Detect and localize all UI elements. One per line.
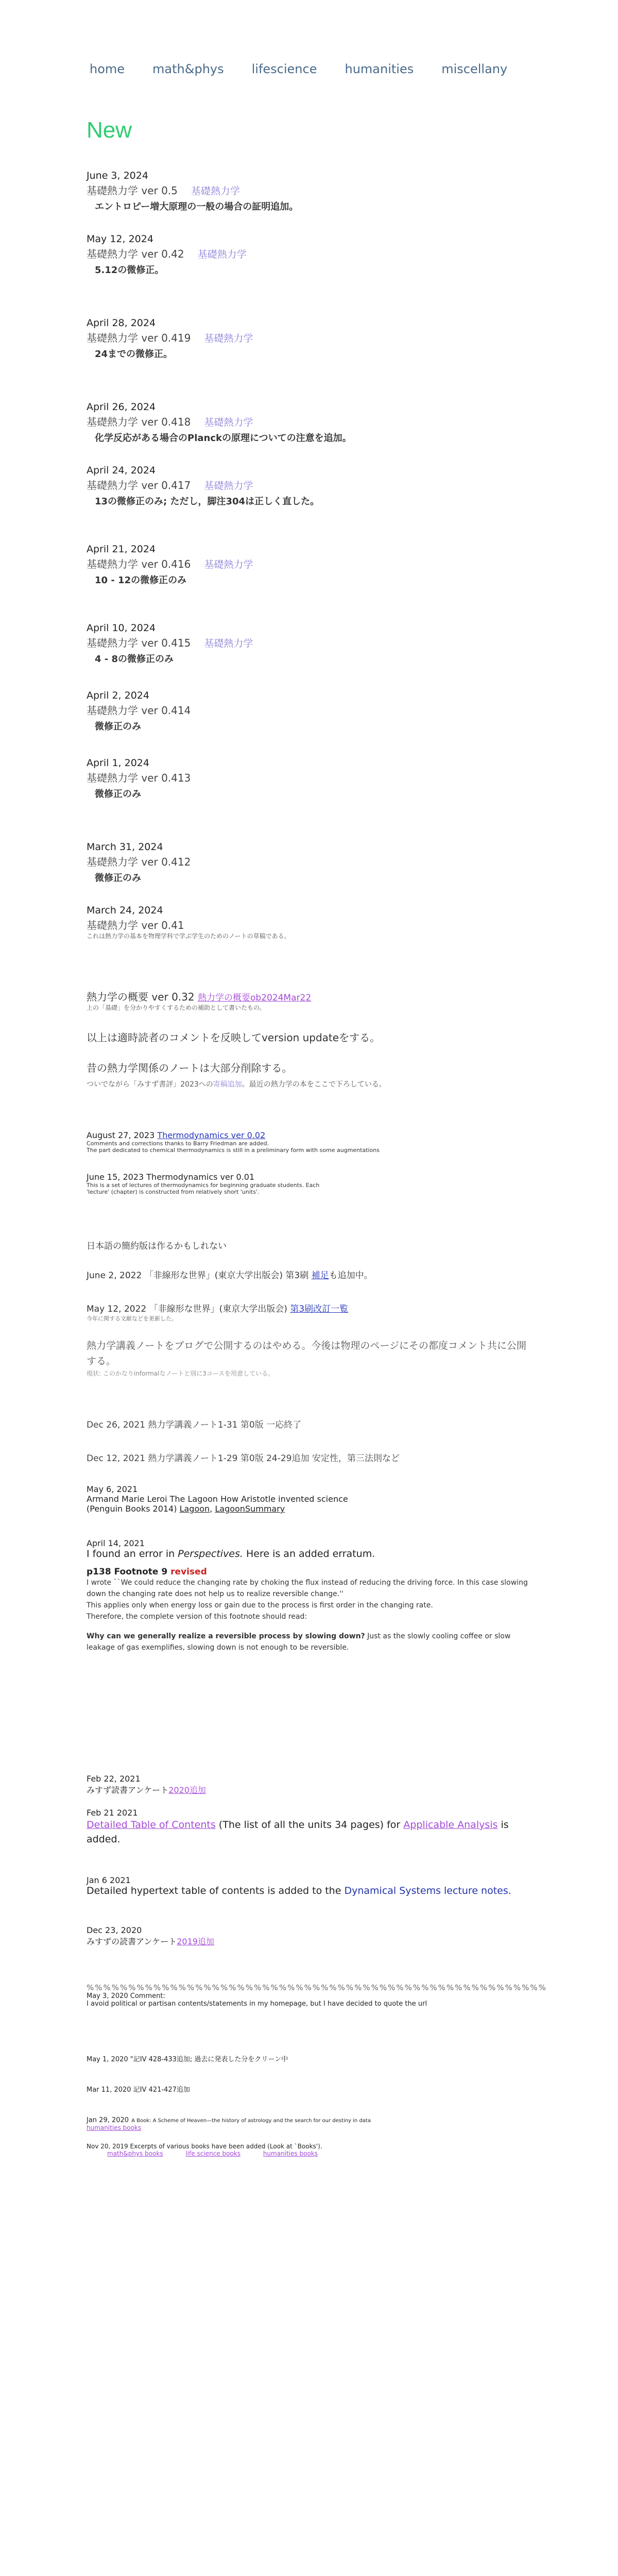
entry-text: これは熱力学の基本を物理学科で学ぶ学生のためのノートの草稿である。 — [87, 933, 290, 940]
entry-text: I avoid political or partisan contents/statements in my homepage, but I have decided to quote the url — [87, 2000, 427, 2008]
divider: %%%%%%%%%%%%%%%%%%%%%%%%%%%%%%%%%%%%%%%%%%%%%%%%%%%%%%% — [87, 1983, 547, 1992]
entry-tail: も追加中。 — [329, 1270, 373, 1281]
entry-feb2021 — [87, 1774, 529, 1795]
entry-date: Feb 22, 2021 — [87, 1774, 141, 1784]
entry-date: Nov 20, 2019 — [87, 2143, 128, 2150]
entry — [87, 757, 529, 800]
entry-may1: May 1, 2020 "記IV 428-433追加; 過去に発表した分をクリーン中 — [87, 2056, 288, 2063]
entry-date: Dec 23, 2020 — [87, 1925, 142, 1935]
entry-note: 4 - 8の微修正のみ — [95, 654, 174, 665]
entry — [87, 465, 529, 507]
hosoku-link[interactable]: 補足 — [311, 1270, 329, 1281]
footnote-text: Therefore, the complete version of this footnote should read: — [87, 1613, 307, 1621]
entry-version: 基礎熱力学 ver 0.42 — [87, 248, 184, 260]
applicable-analysis-link[interactable]: Applicable Analysis — [403, 1819, 498, 1831]
entry-text: A Book: A Scheme of Heaven—the history of astrology and the search for our destiny in data — [131, 2118, 371, 2124]
entry-link[interactable]: 基礎熱力学 — [204, 480, 253, 492]
entry — [87, 841, 529, 884]
entry-version: 基礎熱力学 ver 0.5 — [87, 184, 178, 197]
entry-text: Detailed hypertext table of contents is added to the — [87, 1885, 341, 1896]
entry-text: This is a set of lectures of thermodynamics for beginning graduate students. Each 'lecture' (chapter) is constructed from relatively short 'units'. — [87, 1182, 320, 1195]
misuzu-link[interactable]: 寄稿追加 — [213, 1080, 242, 1089]
entry-link[interactable]: 基礎熱力学 — [197, 249, 247, 260]
entry-nov2019 — [87, 2143, 529, 2157]
entry-date: April 1, 2024 — [87, 757, 149, 769]
entry-may2022 — [87, 1301, 529, 1323]
toc-link[interactable]: Detailed Table of Contents — [87, 1819, 216, 1831]
entry-mar2020: Mar 11, 2020 記IV 421-427追加 — [87, 2086, 190, 2094]
lagoon-link[interactable]: Lagoon — [179, 1504, 210, 1514]
entry-jun2022 — [87, 1268, 529, 1281]
entry-note: 13の微修正のみ; ただし，脚注304は正しく直した。 — [95, 496, 320, 507]
entry-text: Armand Marie Leroi The Lagoon How Aristotle invented science (Penguin Books 2014) — [87, 1494, 348, 1514]
entry-title: Thermodynamics ver 0.01 — [146, 1172, 255, 1182]
thermo-link[interactable]: Thermodynamics ver 0.02 — [157, 1130, 266, 1140]
entry-apr2021 — [87, 1538, 529, 1560]
footnote-bold: Why can we generally realize a reversible process by slowing down? — [87, 1632, 365, 1640]
entry-link[interactable]: 基礎熱力学 — [204, 559, 253, 570]
nav-mathphys[interactable]: math&phys — [152, 62, 224, 76]
entry-link[interactable]: 基礎熱力学 — [191, 185, 240, 197]
entry-version: 基礎熱力学 ver 0.419 — [87, 332, 191, 344]
entry-note: 化学反応がある場合のPlanckの原理についての注意を追加。 — [95, 433, 352, 444]
entry-version: 基礎熱力学 ver 0.41 — [87, 919, 184, 931]
entry-date: May 6, 2021 — [87, 1484, 138, 1494]
entry-aug2023 — [87, 1130, 529, 1154]
entry-text: I found an error in — [87, 1548, 175, 1560]
entry-version: 基礎熱力学 ver 0.417 — [87, 479, 191, 492]
entry-date: August 27, 2023 — [87, 1130, 155, 1140]
entry-text: (The list of all the units 34 pages) for — [218, 1819, 401, 1831]
entry-date: June 2, 2022 — [87, 1270, 142, 1281]
entry-text: みすず読書アンケート — [87, 1785, 169, 1795]
entry-dec12: Dec 12, 2021 熱力学講義ノート1-29 第0版 24-29追加 安定性，第三法則など — [87, 1453, 400, 1464]
entry — [87, 690, 529, 733]
dynamical-systems-link[interactable]: Dynamical Systems lecture notes. — [344, 1885, 511, 1896]
entry-jan2020 — [87, 2114, 529, 2131]
entry-date: April 2, 2024 — [87, 690, 149, 701]
footnote-text: This applies only when energy loss or gain due to the process is first order in the changing rate. — [87, 1601, 433, 1609]
entry-date: May 12, 2024 — [87, 233, 153, 245]
entry-may2020 — [87, 1992, 529, 2039]
entry-date: June 15, 2023 — [87, 1172, 144, 1182]
entry-date: April 21, 2024 — [87, 544, 156, 555]
update-note: 以上は適時読者のコメントを反映してversion updateをする。 — [87, 1031, 381, 1044]
mathphys-books-link[interactable]: math&phys books — [107, 2150, 163, 2157]
entry-link[interactable]: 基礎熱力学 — [204, 638, 253, 649]
entry-blog — [87, 1338, 529, 1393]
entry-march24 — [87, 905, 529, 1089]
entry-date: March 24, 2024 — [87, 905, 163, 916]
entry-date: Feb 21 2021 — [87, 1808, 138, 1818]
delete-note: 昔の熱力学関係のノートは大部分削除する。 — [87, 1062, 293, 1074]
entry-note: 10 - 12の微修正のみ — [95, 575, 187, 586]
entry-version: 基礎熱力学 ver 0.416 — [87, 558, 191, 570]
entry-date: April 14, 2021 — [87, 1538, 145, 1548]
entry-date: Jan 6 2021 — [87, 1875, 131, 1885]
entry — [87, 233, 529, 276]
misuzu-text: ついでながら「みすず書評」2023への — [87, 1080, 213, 1089]
revised-label: revised — [170, 1567, 207, 1577]
humanities-books-link2[interactable]: humanities books — [263, 2150, 318, 2157]
entry-date: Jan 29, 2020 — [87, 2116, 129, 2124]
entry-note: 微修正のみ — [95, 873, 141, 884]
entry-jun2023 — [87, 1172, 529, 1251]
gaiyo-text: 上の「基礎」を分かりやすくするための補助として書いたもの。 — [87, 1004, 266, 1011]
entry-note: エントロピー増大原理の一般の場合の証明追加。 — [95, 201, 299, 212]
entry — [87, 170, 529, 213]
entry-note: 微修正のみ — [95, 721, 141, 732]
entry-version: 基礎熱力学 ver 0.412 — [87, 856, 191, 868]
entry-text: 日本語の簡約版は作るかもしれない — [87, 1241, 227, 1251]
top-nav — [90, 62, 507, 76]
entry — [87, 544, 529, 586]
lagoon-summary-link[interactable]: LagoonSummary — [215, 1504, 285, 1514]
entry-note: 5.12の微修正。 — [95, 265, 164, 276]
kaitei-link[interactable]: 第3刷改訂一覧 — [290, 1304, 349, 1314]
entry-date: April 10, 2024 — [87, 622, 156, 634]
entry-text: The part dedicated to chemical thermodynamics is still in a preliminary form with some augmentations — [87, 1147, 380, 1154]
gaiyo-version: 熱力学の概要 ver 0.32 — [87, 991, 195, 1003]
entry-text: Comments and corrections thanks to Barry Friedman are added. — [87, 1140, 269, 1147]
entry-date: April 26, 2024 — [87, 401, 156, 413]
entry-text: 「非線形な世界」(東京大学出版会) — [149, 1304, 287, 1314]
entry-version: 基礎熱力学 ver 0.415 — [87, 637, 191, 649]
nav-lifescience[interactable]: lifescience — [251, 62, 317, 76]
entry-version: 基礎熱力学 ver 0.414 — [87, 704, 191, 717]
entry-version: 基礎熱力学 ver 0.418 — [87, 416, 191, 428]
entry — [87, 401, 529, 444]
entry-note: 24までの微修正。 — [95, 349, 173, 360]
entry-text: 「非線形な世界」(東京大学出版会) 第3刷 — [144, 1270, 309, 1281]
entry-text: 熱力学講義ノートをブログで公開するのはやめる。今後は物理のページにその都度コメント共に公開する。 — [87, 1340, 527, 1367]
entry-small: 今年に関する文献などを更新した。 — [87, 1315, 177, 1322]
footnote-block — [87, 1567, 529, 1753]
entry-note: 微修正のみ — [95, 789, 141, 800]
gaiyo-link[interactable]: 熱力学の概要ob2024Mar22 — [197, 993, 312, 1003]
nav-miscellany[interactable]: miscellany — [441, 62, 508, 76]
entry-date: May 12, 2022 — [87, 1304, 147, 1314]
humanities-books-link[interactable]: humanities books — [87, 2124, 142, 2131]
entry-feb21 — [87, 1808, 529, 1846]
page-title: New — [87, 117, 132, 143]
entry-dec26: Dec 26, 2021 熱力学講義ノート1-31 第0版 一応終了 — [87, 1420, 302, 1430]
footnote-title: p138 Footnote 9 — [87, 1567, 168, 1577]
nav-home[interactable]: home — [90, 62, 125, 76]
entry-tail: Here is an added erratum. — [246, 1548, 375, 1560]
entry-jan2021 — [87, 1875, 529, 1896]
entry-text: Excerpts of various books have been added (Look at `Books'). — [130, 2143, 322, 2150]
entry — [87, 622, 529, 665]
misuzu-tail: 。最近の熱力学の本をここで下ろしている。 — [242, 1080, 386, 1089]
entry-em: Perspectives. — [178, 1548, 243, 1560]
entry-may2021: May 6, 2021 Armand Marie Leroi The Lagoon How Aristotle invented science (Penguin Books 2014) Lagoon, LagoonSummary — [87, 1484, 529, 1514]
entry-link[interactable]: 基礎熱力学 — [204, 417, 253, 428]
misuzu-2020-link[interactable]: 2020追加 — [168, 1785, 206, 1795]
entry — [87, 317, 529, 360]
entry-link[interactable]: 基礎熱力学 — [204, 333, 253, 344]
entry-tail: is added. — [87, 1819, 509, 1845]
entry-text: みすずの読書アンケート — [87, 1937, 177, 1946]
nav-humanities[interactable]: humanities — [345, 62, 414, 76]
footnote-para: Just as the slowly cooling coffee or slow leakage of gas exemplifies, slowing down is not enough to be reversible. — [87, 1632, 511, 1652]
entry-date: April 24, 2024 — [87, 465, 156, 476]
entry-small: 現状: このかなりinformalなノートと別に3コースを用意している。 — [87, 1370, 274, 1377]
entry-date: June 3, 2024 — [87, 170, 148, 181]
entry-date: March 31, 2024 — [87, 841, 163, 853]
entry-dec2020 — [87, 1925, 529, 1947]
entry-version: 基礎熱力学 ver 0.413 — [87, 772, 191, 784]
news-column — [87, 170, 547, 2157]
entry-date: April 28, 2024 — [87, 317, 156, 329]
misuzu-2019-link[interactable]: 2019追加 — [177, 1937, 214, 1946]
entry-date: May 3, 2020 Comment: — [87, 1992, 165, 2000]
lifescience-books-link[interactable]: life science books — [185, 2150, 241, 2157]
footnote-text: I wrote ``We could reduce the changing rate by choking the flux instead of reducing the driving force. In this case slowing down the changing rate does not help us to realize reversible change.'' — [87, 1579, 528, 1598]
